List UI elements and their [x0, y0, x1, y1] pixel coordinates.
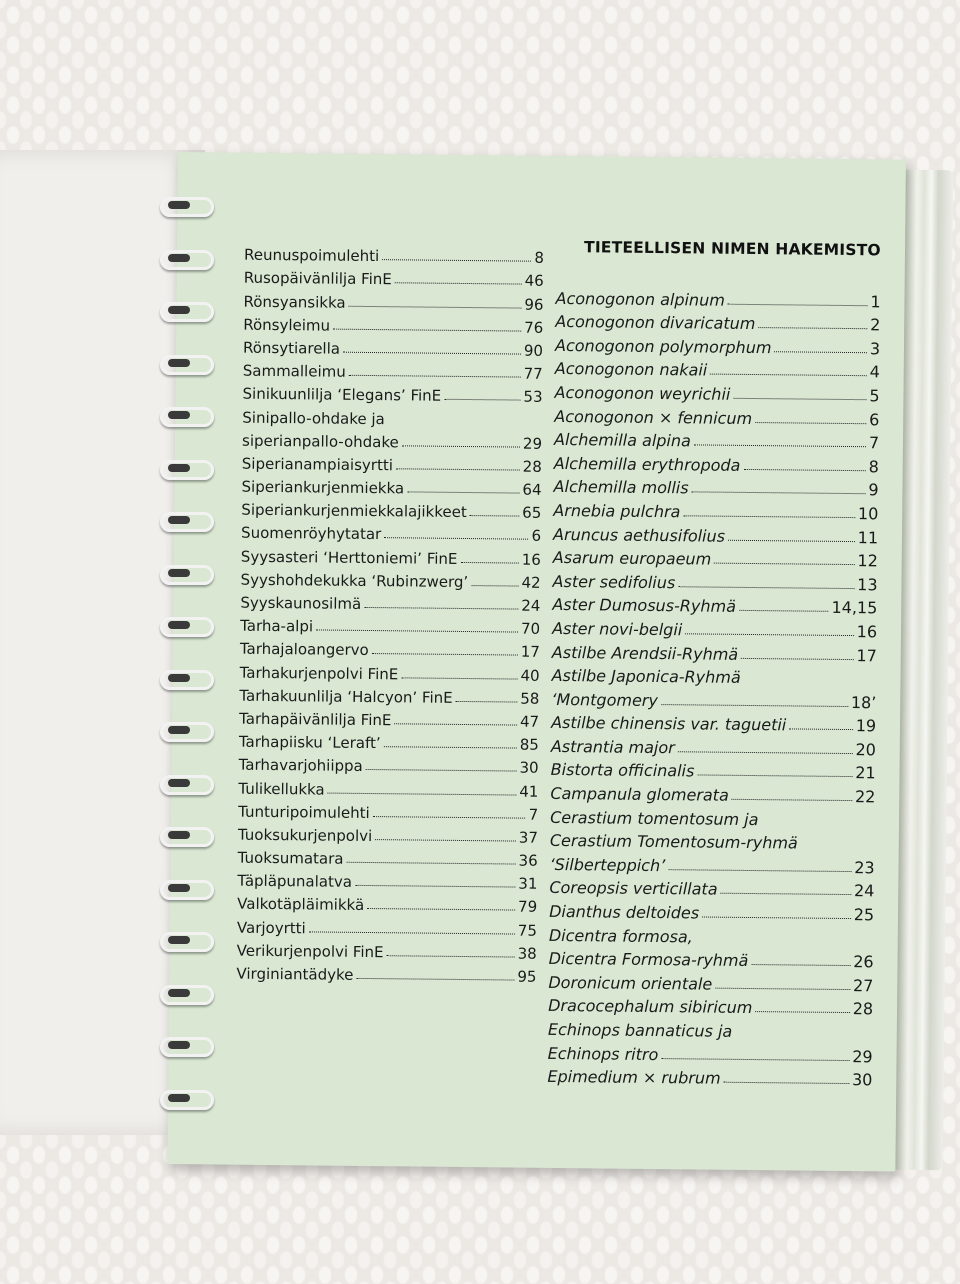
entry-name: Tulikellukka — [238, 779, 325, 799]
entry-page-number: 12 — [857, 551, 878, 571]
entry-page-number: 13 — [857, 574, 878, 595]
entry-name: Asarum europaeum — [552, 548, 712, 569]
index-entry — [554, 473, 879, 500]
entry-name: Täpläpunalatva — [237, 871, 353, 892]
entry-name: Valkotäpläimikkä — [237, 895, 365, 915]
entry-name: Tuoksumatara — [237, 848, 344, 868]
index-entry — [553, 496, 878, 523]
index-entry — [243, 333, 543, 359]
entry-page-number: 28 — [852, 999, 874, 1019]
index-entry — [550, 850, 875, 877]
entry-page-number: 75 — [517, 921, 538, 940]
entry-page-number: 22 — [854, 787, 876, 807]
dot-leader — [755, 1011, 849, 1013]
index-entry — [549, 921, 874, 948]
entry-name: Reunuspoimulehti — [243, 245, 380, 266]
entry-page-number: 95 — [517, 967, 537, 986]
dot-leader — [732, 799, 852, 801]
entry-name: Rönsyleimu — [243, 315, 331, 335]
entry-name: Syysasteri ‘Herttoniemi’ FinE — [240, 547, 458, 568]
entry-name: Cerastium tomentosum ja — [550, 807, 759, 829]
entry-name: Echinops bannaticus ja — [547, 1019, 733, 1041]
dot-leader — [444, 399, 520, 401]
index-entry — [548, 1039, 873, 1066]
entry-name: Coreopsis verticillata — [549, 878, 718, 900]
entry-page-number: 18’ — [850, 692, 877, 713]
dot-leader — [364, 607, 518, 610]
index-entry — [549, 897, 874, 924]
index-entry — [551, 756, 876, 783]
entry-name: Tarhajaloangervo — [239, 640, 369, 660]
index-entry — [551, 709, 876, 736]
index-entry — [553, 543, 878, 570]
entry-page-number: 11 — [857, 527, 879, 547]
index-entry — [554, 378, 879, 405]
entry-page-number: 29 — [852, 1046, 873, 1066]
entry-page-number: 77 — [523, 364, 543, 383]
index-entry — [241, 473, 541, 499]
entry-page-number: 8 — [868, 456, 879, 477]
entry-name: Astilbe chinensis var. taguetii — [551, 713, 787, 735]
dot-leader — [751, 964, 850, 966]
entry-page-number: 6 — [531, 527, 542, 546]
index-entry — [244, 241, 544, 267]
index-entry — [240, 588, 540, 614]
entry-page-number: 29 — [522, 434, 543, 453]
entry-name: ‘Montgomery — [551, 689, 658, 710]
index-entry — [547, 1062, 872, 1089]
scientific-name-index — [547, 284, 880, 1090]
entry-page-number: 64 — [522, 480, 542, 499]
index-heading: TIETEELLISEN NIMEN HAKEMISTO — [584, 238, 881, 260]
entry-page-number: 19 — [855, 716, 877, 736]
index-entry — [241, 496, 541, 522]
dot-leader — [661, 1058, 849, 1061]
index-entry — [242, 380, 542, 406]
entry-page-number: 47 — [519, 712, 540, 731]
index-entry — [240, 635, 540, 661]
dot-leader — [683, 515, 855, 518]
index-entry — [243, 287, 543, 313]
dot-leader — [460, 562, 518, 564]
entry-page-number: 9 — [868, 480, 879, 500]
entry-name: Rusopäivänlilja FinE — [243, 269, 392, 289]
entry-page-number: 23 — [854, 857, 875, 878]
dot-leader — [470, 515, 519, 517]
dot-leader — [346, 862, 515, 865]
entry-name: Astilbe Japonica-Ryhmä — [551, 666, 741, 687]
dot-leader — [309, 931, 515, 934]
dot-leader — [678, 751, 853, 754]
dot-leader — [724, 1082, 849, 1084]
entry-name: Campanula glomerata — [550, 783, 729, 805]
index-entry — [555, 308, 880, 335]
index-entry — [242, 426, 542, 452]
dot-leader — [355, 885, 515, 888]
index-entry — [550, 827, 875, 854]
dot-leader — [678, 586, 854, 589]
entry-name: Tuoksukurjenpolvi — [237, 825, 373, 845]
entry-name: siperianpallo-ohdake — [241, 431, 399, 451]
index-entry — [552, 591, 877, 618]
index-entry — [549, 945, 874, 972]
entry-page-number: 65 — [522, 503, 542, 523]
entry-name: Echinops ritro — [547, 1043, 659, 1064]
entry-page-number: 46 — [524, 271, 544, 291]
entry-name: Aconogonon alpinum — [555, 288, 725, 310]
entry-name: Aruncus aethusifolius — [553, 524, 726, 546]
dot-leader — [715, 987, 850, 989]
dot-leader — [394, 723, 517, 725]
entry-page-number: 58 — [520, 689, 540, 708]
index-entry — [554, 402, 879, 429]
entry-name: Aconogonon × fennicum — [554, 406, 753, 428]
entry-page-number: 85 — [519, 735, 539, 754]
dot-leader — [743, 469, 865, 471]
entry-name: Tarhakurjenpolvi FinE — [239, 663, 399, 683]
dot-leader — [471, 585, 518, 586]
dot-leader — [366, 769, 517, 772]
entry-name: Aconogonon weyrichii — [554, 382, 731, 404]
index-entry — [243, 357, 543, 383]
entry-page-number: 6 — [869, 409, 880, 429]
index-entry — [552, 661, 877, 688]
index-entry — [241, 519, 541, 545]
index-entry — [239, 681, 539, 707]
dot-leader — [367, 908, 515, 911]
index-entry — [237, 913, 537, 939]
dot-leader — [384, 538, 528, 541]
entry-page-number: 16 — [856, 622, 878, 642]
dot-leader — [316, 630, 518, 633]
entry-name: Syyshohdekukka ‘Rubinzwerg’ — [240, 570, 469, 591]
index-entry — [554, 449, 879, 476]
entry-name: ‘Silberteppich’ — [549, 854, 666, 875]
entry-page-number: 79 — [518, 898, 538, 917]
entry-name: Aconogonon polymorphum — [554, 335, 772, 357]
index-entry — [237, 890, 537, 916]
dot-leader — [789, 729, 852, 731]
entry-name: Sinipallo-ohdake ja — [242, 408, 385, 428]
entry-page-number: 36 — [518, 851, 538, 870]
index-entry — [555, 284, 880, 311]
entry-page-number: 20 — [855, 739, 876, 760]
entry-page-number: 26 — [853, 952, 874, 972]
index-entry — [551, 732, 876, 759]
index-entry — [239, 728, 539, 754]
entry-name: Tunturipoimulehti — [238, 802, 370, 822]
dot-leader — [758, 327, 867, 329]
entry-name: Alchemilla alpina — [553, 430, 691, 451]
index-entry — [548, 1015, 873, 1042]
dot-leader — [387, 955, 515, 957]
index-entry — [240, 612, 540, 638]
dot-leader — [328, 792, 517, 795]
dot-leader — [384, 746, 517, 748]
index-entry — [548, 968, 873, 995]
dot-leader — [396, 468, 520, 470]
entry-page-number: 17 — [520, 642, 540, 662]
entry-name: Verikurjenpolvi FinE — [236, 941, 384, 961]
index-entry — [552, 638, 877, 665]
entry-name: Aster novi-belgii — [552, 618, 683, 640]
index-entry — [553, 520, 878, 547]
entry-name: Alchemilla mollis — [553, 477, 689, 498]
entry-page-number: 8 — [534, 248, 545, 267]
entry-page-number: 38 — [517, 944, 537, 963]
entry-page-number: 70 — [520, 619, 541, 638]
entry-name: Sammalleimu — [242, 361, 346, 381]
entry-page-number: 21 — [855, 763, 876, 783]
entry-name: Aster sedifolius — [552, 571, 676, 592]
dot-leader — [401, 677, 517, 679]
entry-page-number: 2 — [870, 315, 881, 335]
index-entry — [239, 704, 539, 730]
entry-name: Astilbe Arendsii-Ryhmä — [551, 642, 739, 664]
entry-page-number: 40 — [520, 666, 540, 685]
entry-name: Tarhakuunlilja ‘Halcyon’ FinE — [239, 686, 453, 707]
dot-leader — [714, 563, 854, 565]
entry-page-number: 24 — [853, 881, 875, 901]
entry-page-number: 41 — [519, 782, 539, 801]
dot-leader — [356, 978, 514, 981]
dot-leader — [395, 283, 522, 285]
index-entry — [237, 936, 537, 962]
entry-name: Astrantia major — [550, 736, 675, 758]
entry-page-number: 27 — [852, 975, 874, 996]
index-entry — [238, 797, 538, 823]
index-entry — [237, 867, 537, 893]
dot-leader — [668, 869, 851, 872]
dot-leader — [373, 816, 526, 819]
index-entry — [238, 844, 538, 870]
entry-name: Tarhapiisku ‘Leraft’ — [238, 732, 381, 753]
entry-name: Tarha-alpi — [240, 616, 314, 636]
entry-name: Rönsytiarella — [242, 338, 341, 358]
entry-name: Dracocephalum sibiricum — [548, 996, 753, 1018]
entry-page-number: 4 — [869, 362, 880, 382]
entry-name: Alchemilla erythropoda — [553, 453, 741, 475]
entry-name: Tarhavarjohiippa — [238, 755, 363, 776]
entry-name: Aconogonon nakaii — [554, 359, 708, 380]
entry-name: Bistorta officinalis — [550, 760, 695, 781]
dot-leader — [697, 775, 852, 778]
dot-leader — [372, 653, 518, 656]
entry-name: Dicentra Formosa-ryhmä — [548, 949, 749, 971]
entry-page-number: 25 — [853, 905, 875, 925]
dot-leader — [661, 704, 848, 707]
dot-leader — [702, 917, 851, 920]
entry-name: Cerastium Tomentosum-ryhmä — [549, 831, 798, 853]
entry-name: Dicentra formosa, — [548, 925, 693, 947]
entry-name: Rönsyansikka — [243, 292, 346, 312]
dot-leader — [349, 375, 521, 378]
entry-name: Virginiantädyke — [236, 964, 354, 984]
dot-leader — [741, 657, 853, 659]
index-entry — [549, 874, 874, 901]
dot-leader — [774, 351, 866, 353]
entry-name: Siperiankurjenmiekkalajikkeet — [241, 500, 467, 522]
entry-name: Syyskaunosilmä — [240, 593, 362, 613]
index-entry — [554, 425, 879, 452]
index-entry — [241, 542, 541, 568]
index-entry — [243, 310, 543, 336]
index-entry — [550, 803, 875, 830]
dot-leader — [333, 328, 521, 331]
index-entry — [555, 355, 880, 382]
entry-name: Epimedium × rubrum — [547, 1067, 721, 1088]
entry-name: Suomenröyhytatar — [241, 524, 382, 544]
index-entry — [551, 685, 876, 712]
entry-page-number: 90 — [523, 341, 544, 360]
index-entry — [236, 959, 536, 985]
entry-page-number: 10 — [857, 504, 879, 524]
index-entry — [242, 403, 542, 429]
entry-name: Siperiankurjenmiekka — [241, 477, 405, 498]
entry-page-number: 24 — [521, 596, 541, 615]
dot-leader — [407, 491, 519, 493]
entry-page-number: 14,15 — [831, 598, 878, 618]
entry-page-number: 30 — [519, 758, 539, 778]
dot-leader — [349, 305, 522, 308]
index-entry — [241, 565, 541, 591]
entry-page-number: 30 — [851, 1070, 873, 1090]
entry-page-number: 53 — [523, 387, 543, 407]
entry-page-number: 5 — [869, 386, 880, 406]
entry-page-number: 28 — [522, 457, 542, 476]
entry-name: Aster Dumosus-Ryhmä — [552, 595, 737, 617]
dot-leader — [739, 610, 829, 612]
finnish-name-index — [236, 241, 544, 986]
dot-leader — [755, 422, 866, 424]
entry-page-number: 42 — [521, 573, 541, 592]
entry-name: Arnebia pulchra — [553, 500, 681, 522]
index-entry — [552, 614, 877, 641]
entry-name: Doronicum orientale — [548, 972, 713, 994]
entry-name: Tarhapäivänlilja FinE — [239, 709, 392, 730]
dot-leader — [710, 374, 866, 377]
entry-name: Sinikuunlilja ‘Elegans’ FinE — [242, 384, 442, 406]
dot-leader — [343, 352, 521, 355]
entry-page-number: 16 — [521, 550, 541, 569]
index-entry — [238, 774, 538, 800]
index-entry — [239, 751, 539, 777]
dot-leader — [721, 893, 851, 895]
index-entry — [550, 779, 875, 806]
index-entry — [244, 264, 544, 290]
dot-leader — [382, 259, 531, 262]
index-entry — [238, 820, 538, 846]
dot-leader — [733, 398, 866, 400]
entry-page-number: 37 — [518, 828, 539, 847]
entry-page-number: 3 — [869, 339, 881, 359]
entry-page-number: 7 — [528, 805, 539, 824]
entry-page-number: 7 — [868, 433, 880, 453]
dot-leader — [375, 839, 516, 841]
dot-leader — [692, 492, 866, 495]
entry-page-number: 76 — [524, 318, 544, 337]
entry-name: Aconogonon divaricatum — [555, 312, 756, 334]
entry-page-number: 31 — [518, 874, 538, 894]
index-entry — [548, 992, 873, 1019]
entry-page-number: 17 — [856, 645, 877, 665]
entry-page-number: 96 — [524, 295, 544, 314]
dot-leader — [728, 539, 855, 541]
dot-leader — [685, 633, 853, 636]
index-entry — [240, 658, 540, 684]
entry-name: Varjoyrtti — [236, 918, 306, 937]
dot-leader — [456, 701, 518, 703]
index-entry — [553, 567, 878, 594]
entry-name: Siperianampiaisyrtti — [241, 454, 394, 475]
dot-leader — [728, 303, 868, 305]
dot-leader — [402, 445, 520, 447]
index-entry — [555, 331, 880, 358]
index-entry — [242, 449, 542, 475]
entry-page-number: 1 — [870, 291, 881, 311]
dot-leader — [694, 445, 866, 448]
entry-name: Dianthus deltoides — [549, 901, 700, 923]
